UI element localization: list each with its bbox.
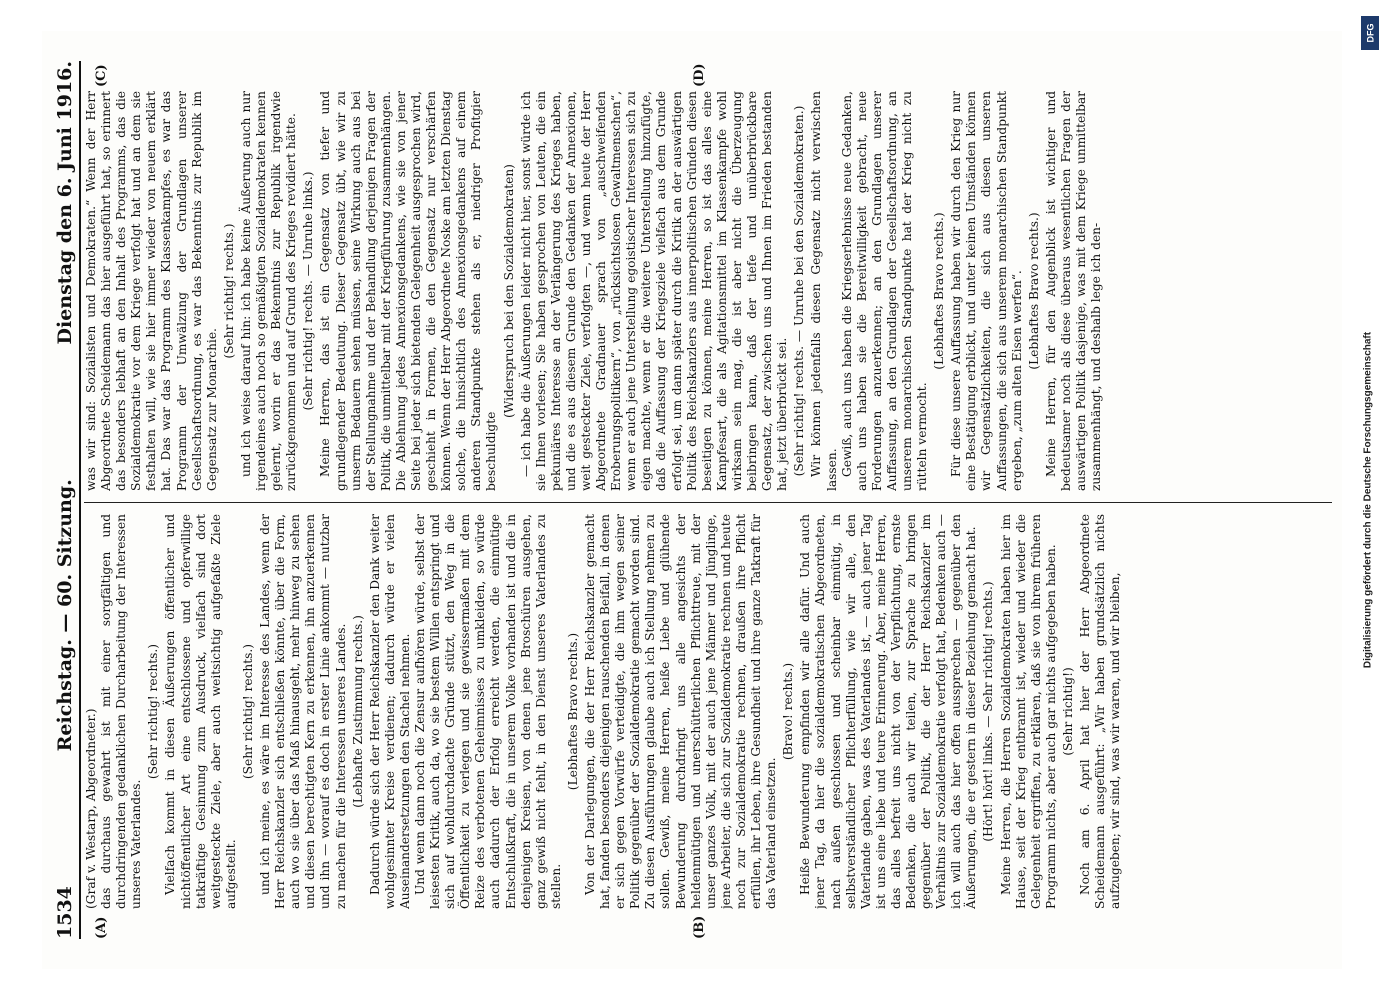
interjection: (Sehr richtig! rechts. — Unruhe bei den Sozialdemokraten.): [791, 105, 806, 477]
margin-mark-d: (D): [691, 63, 707, 87]
paragraph: Noch am 6. April hat hier der Herr Abgeordnete Scheidemann ausgeführt: „Wir haben grundsätzlich nichts aufzugeben; wir sind, was wir waren, und wir bleiben,: [1077, 514, 1122, 909]
rotated-document-page: [42, 31, 1342, 969]
paragraph: Heiße Bewunderung empfinden wir alle dafür. Und auch jener Tag, da hier die sozialdemokratischen Abgeordneten, nach außen geschlossen und scheinbar einmütig, in selbstverständlicher Pflichterfüllung, wie wir alle, den Vaterlande gaben, was des Vaterlandes ist, — auch jener Tag ist uns eine liebe und teure Erinnerung. Aber, meine Herren, das alles befreit uns nicht von der Verpflichtung, ernste Bedenken, die auch wir teilen, zur Sprache zu bringen gegenüber der Politik, die der Herr Reichskanzler im Verhältnis zur Sozialdemokratie verfolgt hat, Bedenken auch — ich will auch das hier offen aussprechen — gegenüber den Äußerungen, die er gestern in dieser Beziehung gemacht hat.: [797, 514, 978, 909]
dfg-logo: DFG: [1361, 16, 1379, 50]
margin-mark-a: (A): [93, 916, 109, 939]
right-text-column: [84, 91, 1334, 491]
margin-mark-b: (B): [691, 915, 707, 939]
paragraph: Meine Herren, das ist ein Gegensatz von tiefer und grundlegender Bedeutung. Dieser Gegensatz übt, wie wir zu unserm Bedauern sehen müssen, seine Wirkung auch aus bei der Stellungnahme und der Behandlung derjenigen Fragen der Politik, die unmittelbar mit der Kriegführung zusammenhängen. Die Ablehnung jedes Annexionsgedankens, wie sie von jener Seite bei jeder sich bietenden Gelegenheit ausgesprochen wird, geschieht in Formen, die den Gegensatz nur verschärfen können. Wenn der Herr Abgeordnete Noske am letzten Dienstag solche, die hinsichtlich des Annexionsgedankens auf einem anderen Standpunkte stehen als er, niedriger Profitgier beschuldigte: [317, 91, 498, 491]
interjection: (Widerspruch bei den Sozialdemokraten): [501, 164, 516, 418]
paragraph: und ich weise darauf hin: ich habe keine Äußerung auch nur irgendeines auch noch so gemäßigten Sozialdemokraten kennen gelernt, worin er das Bekenntnis zur Republik irgendwie zurückgenommen und auf Grund des Krieges revidiert hätte.: [238, 91, 298, 491]
page-header: [48, 61, 81, 939]
interjection: (Lebhaftes Bravo rechts.): [1026, 212, 1041, 370]
interjection: (Lebhaftes Bravo rechts.): [565, 632, 580, 791]
paragraph: — ich habe die Äußerungen leider nicht hier, sonst würde ich sie Ihnen vorlesen; Sie haben gesprochen von Leuten, die ein pekuniäres Interesse an der Verlängerung des Krieges haben, und die es aus diesem Grunde den Gedanken der Annexionen, weit gesteckter Ziele, verfolgten —, und wenn heute der Herr Abgeordnete Gradnauer sprach von „auschweifenden Eroberungspolitikern“, von „rücksichtslosen Gewaltmenschen“, wenn er auch jene Unterstellung egoistischer Interessen sich zu eigen machte, wenn er die weitere Unterstellung hinzufügte, daß die Auffassung der Kriegsziele vielfach aus dem Grunde erfolgt sei, um dann später durch die Kritik an der auswärtigen Politik des Reichskanzlers aus innerpolitischen Gründen diesen beseitigen zu können, meine Herren, so ist das alles eine Kampfesart, die als Agitationsmittel im Klassenkampfe wohl wirksam sein mag, die ist aber nicht die Überzeugung beibringen kann, daß der tiefe und unüberbrückbare Gegensatz, der zwischen uns und Ihnen im Frieden bestanden hat, jetzt überbrückt sei.: [518, 91, 789, 491]
paragraph: Vielfach kommt in diesen Äußerungen öffentlicher und nichtöffentlicher Art eine entschlossene und opferwillige tatkräftige Gesinnung zum Ausdruck, vielfach sind dort weitgesteckte Ziele, aber auch weitsichtig aufgefaßte Ziele aufgestellt.: [162, 514, 238, 909]
paragraph: Dadurch würde sich der Herr Reichskanzler den Dank weiter wohlgesinnter Kreise verdienen; dadurch würde er vielen Auseinandersetzungen den Stachel nehmen.: [367, 514, 412, 909]
interjection: (Sehr richtig! rechts. — Unruhe links.): [300, 171, 315, 411]
digitization-credit: [1355, 10, 1381, 990]
interjection: (Sehr richtig!): [1060, 667, 1075, 756]
paragraph: und ich meine, es wäre im Interesse des Landes, wenn der Herr Reichskanzler sich entschließen könnte, über die Form, auch wo sie über das Maß hinausgeht, mehr hinweg zu sehen und diesen berechtigten Kern zu erkennen, ihn anzuerkennen und ihn — worauf es doch in erster Linie ankommt — nutzbar zu machen für die Interessen unseres Landes.: [257, 514, 347, 909]
paragraph: Für diese unsere Auffassung haben wir durch den Krieg nur eine Bestätigung erblickt, und unter keinen Umständen können wir Gegensätzlichkeiten, die sich aus diesen unseren Auffassungen, die sich aus unserem monarchischen Standpunkt ergeben, „zum alten Eisen werfen“.: [948, 91, 1024, 491]
paragraph: Und wenn dann noch die Zensur aufhören würde, selbst der leisesten Kritik, auch da, wo sie bestem Willen entspringt und sich auf wohldurchdachte Gründe stützt, den Weg in die Öffentlichkeit zu verlegen und sie gewissermaßen mit dem Reize des verbotenen Geheimnisses zu umkleiden, so würde auch dadurch der Erfolg erreicht werden, die einmütige Entschlußkraft, die in unserem Volke vorhanden ist und die in denjenigen Kreisen, von denen jene Broschüren ausgehen, ganz gewiß nicht fehlt, in den Dienst unseres Vaterlandes zu stellen.: [412, 514, 563, 909]
paragraph: Wir können jedenfalls diesen Gegensatz nicht verwischen lassen.: [808, 91, 838, 491]
margin-mark-c: (C): [93, 64, 109, 87]
paragraph: Von der Darlegungen, die der Herr Reichskanzler gemacht hat, fanden besonders diejenigen rauschenden Beifall, in denen er sich gegen Vorwürfe verteidigte, die ihm wegen seiner Politik gegenüber der Sozialdemokratie gemacht worden sind. Zu diesen Ausführungen glaube auch ich Stellung nehmen zu sollen. Gewiß, meine Herren, heiße Liebe und glühende Bewunderung durchdringt uns alle angesichts der heldenmütigen und unerschütterlichen Pflichttreue, mit der unser ganzes Volk, mit der auch jene Männer und Jünglinge, jene Arbeiter, die sich zur Sozialdemokratie rechnen und heute noch zur Sozialdemokratie rechnen, draußen ihre Pflicht erfüllen, ihr Leben, ihre Gesundheit und ihre ganze Tatkraft für das Vaterland einsetzen.: [582, 514, 778, 909]
paragraph: Meine Herren, für den Augenblick ist wichtiger und bedeutsamer noch als diese überaus wesentlichen Fragen der auswärtigen Politik dasjenige, was mit dem Kriege unmittelbar zusammenhängt, und deshalb lege ich den-: [1043, 91, 1103, 491]
page-number: 1534: [53, 886, 76, 939]
interjection: (Lebhaftes Bravo rechts.): [931, 212, 946, 370]
paragraph: (Graf v. Westarp, Abgeordneter.): [83, 708, 98, 909]
paragraph: was wir sind: Sozialisten und Demokraten.“ Wenn der Herr Abgeordnete Scheidemann das hier ausgeführt hat, so erinnert das besonders lebhaft an den Inhalt des Programms, das die Sozialdemokratie vor dem Kriege verfolgt hat und an dem sie festhalten will, wie sie hier immer wieder von neuem erklärt hat. Das war das Programm des Klassenkampfes, es war das Programm der Umwälzung der Grundlagen unserer Gesellschaftsordnung, es war das Bekenntnis zur Republik im Gegensatz zur Monarchie.: [83, 91, 219, 491]
interjection: (Lebhafte Zustimmung rechts.): [350, 615, 365, 808]
session-title: Reichstag. — 60. Sitzung.: [53, 479, 76, 752]
paragraph: Meine Herren, die Herren Sozialdemokraten haben hier im Hause, seit der Krieg entbrannt ist, wieder und wieder die Gelegenheit ergriffen, zu erklären, daß sie von ihrem früheren Programm nichts, aber auch gar nichts aufgegeben haben.: [998, 514, 1058, 909]
column-divider: [84, 502, 1332, 503]
paragraph: Gewiß, auch uns haben die Kriegserlebnisse neue Gedanken, auch uns haben sie die Bereitwilligkeit gebracht, neue Forderungen anzuerkennen; an den Grundlagen unserer Auffassung, an den Grundlagen der Gesellschaftsordnung, an unserem monarchischen Standpunkte hat der Krieg nicht zu rütteln vermocht.: [839, 91, 929, 491]
credit-text: Digitalisierung gefördert durch die Deutsche Forschungsgemeinschaft: [1362, 331, 1374, 669]
paragraph: das durchaus gewahrt ist mit einer sorgfältigen und durchdringenden gedanklichen Durcharbeitung der Interessen unseres Vaterlandes.: [98, 514, 143, 909]
session-date: Dienstag den 6. Juni 1916.: [53, 61, 76, 345]
interjection: (Hört! hört! links. — Sehr richtig! rechts.): [980, 581, 995, 842]
interjection: (Sehr richtig! rechts.): [240, 643, 255, 780]
left-text-column: [84, 514, 1334, 909]
interjection: (Sehr richtig! rechts.): [145, 643, 160, 780]
interjection: (Bravo! rechts.): [780, 662, 795, 761]
interjection: (Sehr richtig! rechts.): [221, 223, 236, 359]
